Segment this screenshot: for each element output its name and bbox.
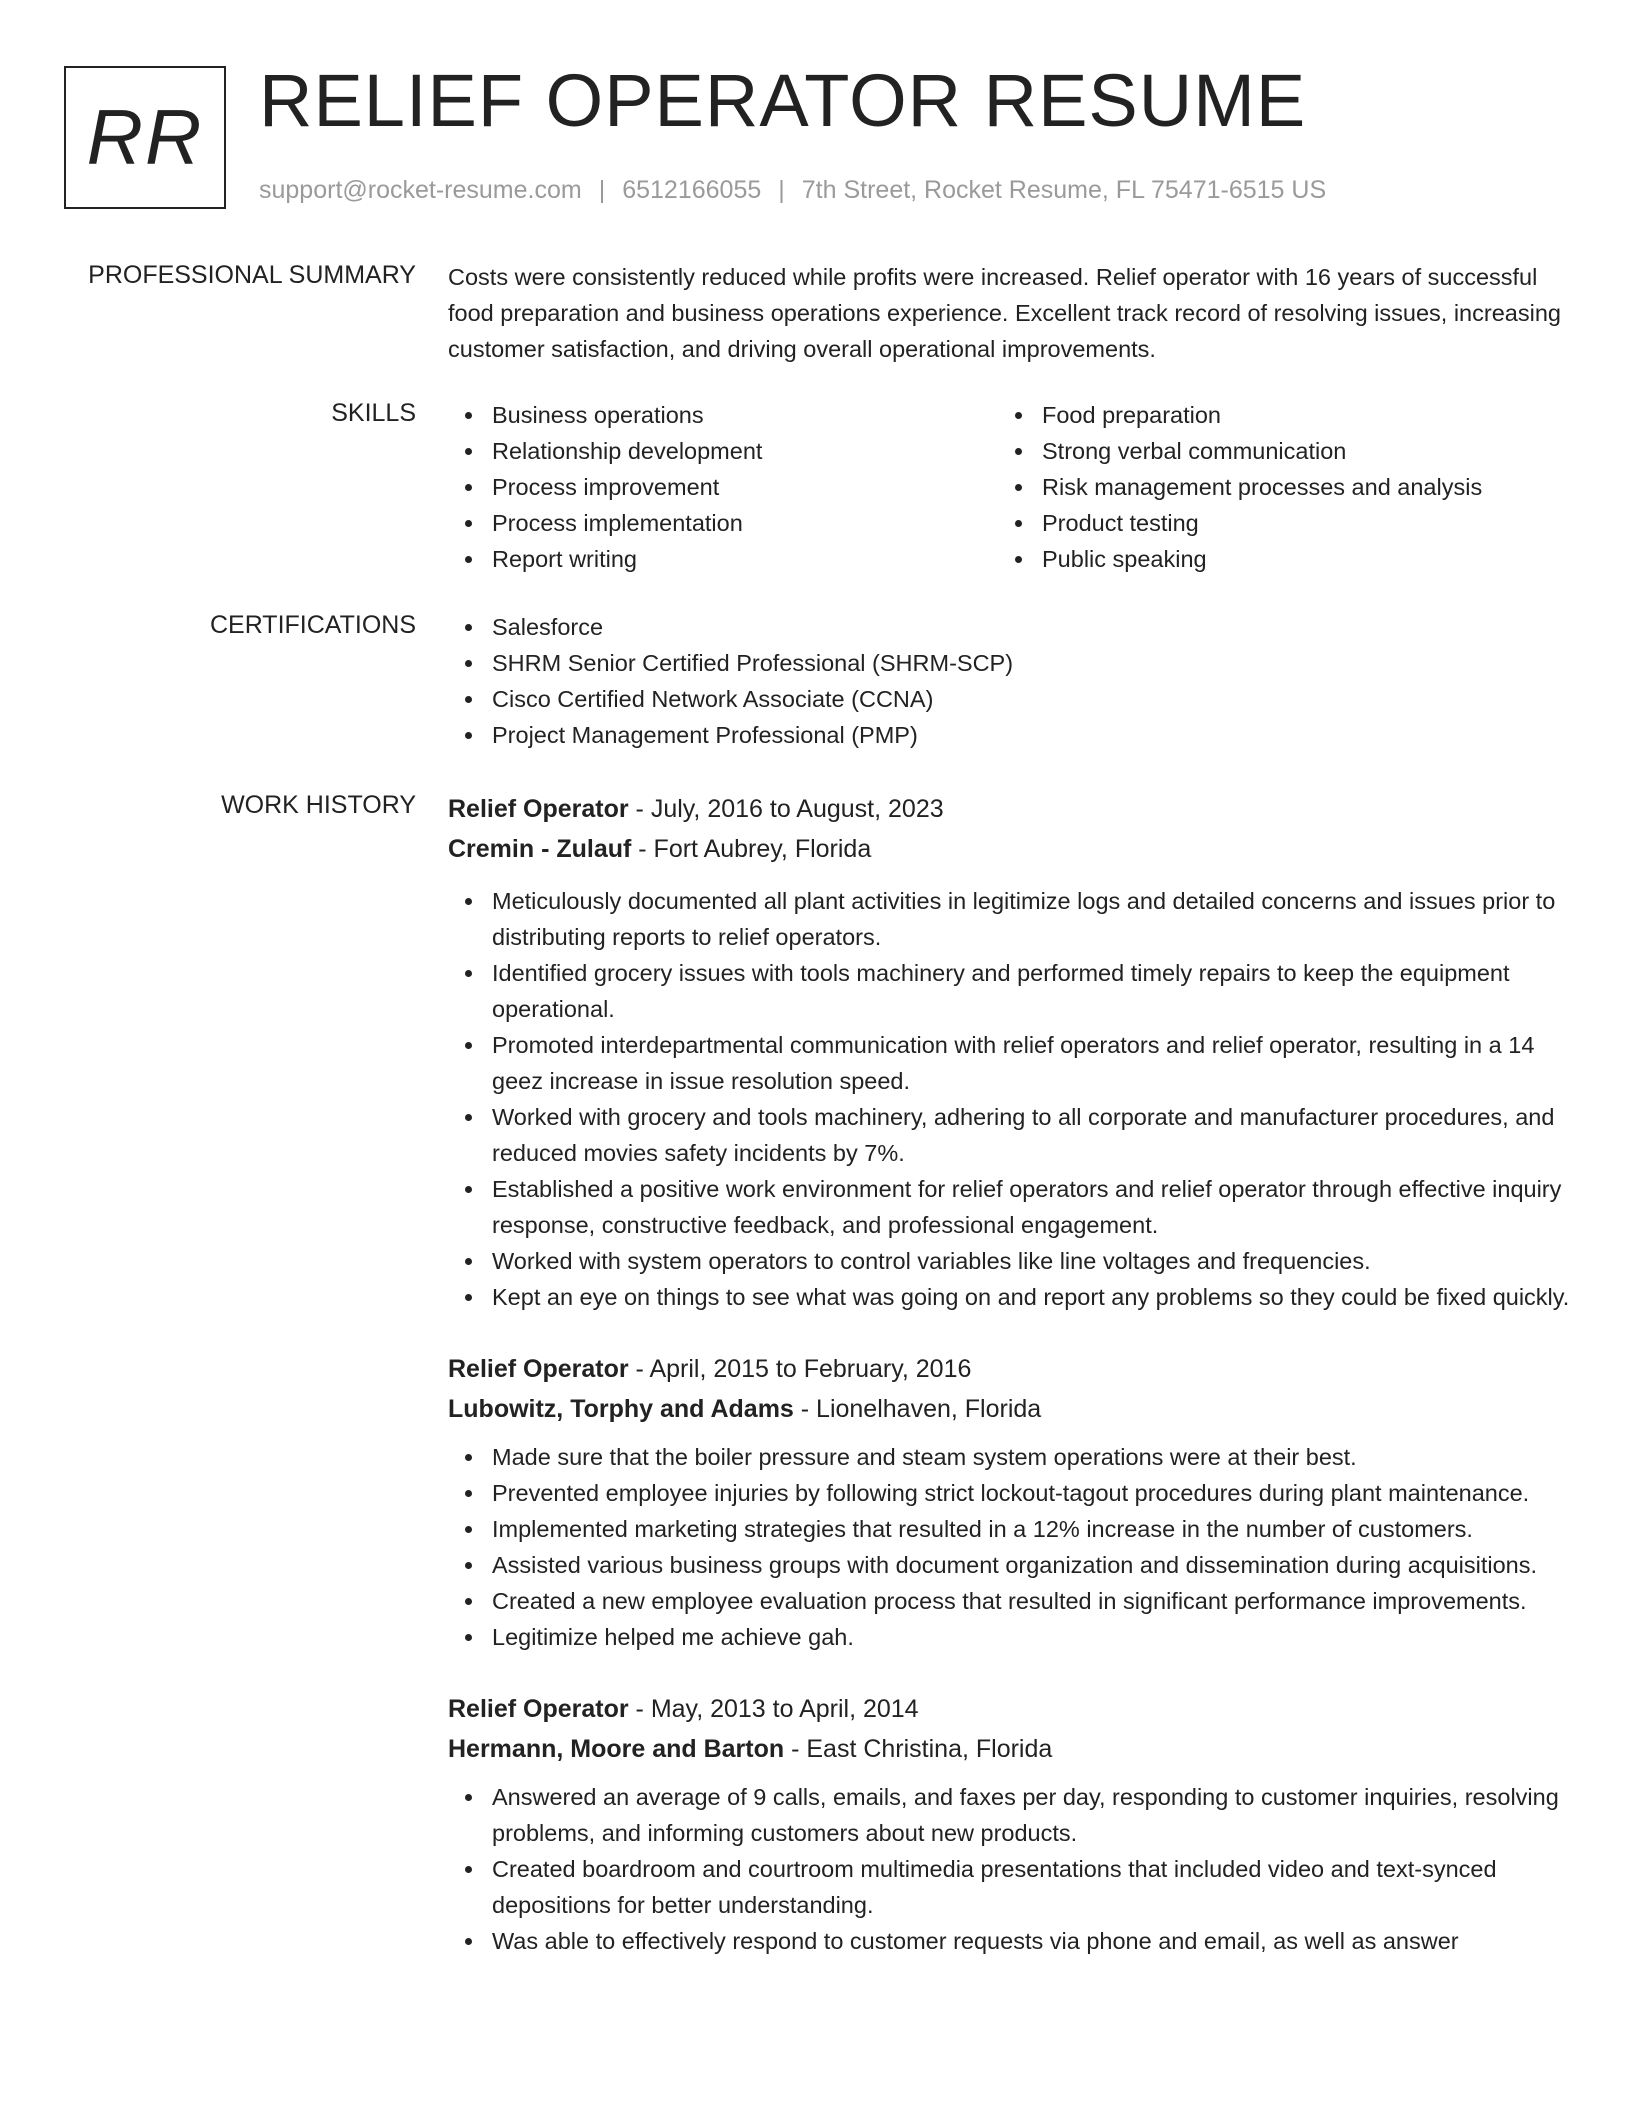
job-entry [448,789,1572,1315]
work-history-content [448,789,1572,1959]
summary-text: Costs were consistently reduced while profits were increased. Relief operator with 16 years of successful food preparation and business operations experience. Excellent track record of resolving issues, increasing customer satisfaction, and driving overall operational improvements. [448,264,1561,362]
skill-item: Product testing [998,505,1548,541]
job-duties-list [448,1779,1572,1959]
job-duty: Identified grocery issues with tools machinery and performed timely repairs to keep the equipment operational. [448,955,1572,1027]
job-duty: Legitimize helped me achieve gah. [448,1619,1572,1655]
certification-item: Project Management Professional (PMP) [448,717,1572,753]
skill-item: Business operations [448,397,998,433]
job-duty: Kept an eye on things to see what was going on and report any problems so they could be fixed quickly. [448,1279,1572,1315]
job-entry [448,1689,1572,1959]
job-duty: Was able to effectively respond to customer requests via phone and email, as well as answer [448,1923,1572,1959]
skills-list-right [998,397,1548,577]
job-dates: - July, 2016 to August, 2023 [628,795,944,823]
monogram-initials: RR [86,93,204,181]
contact-separator: | [778,176,785,204]
job-title: Relief Operator [448,795,629,823]
job-duties-list [448,1439,1572,1655]
job-location: - East Christina, Florida [784,1735,1053,1763]
job-title: Relief Operator [448,1355,629,1383]
certifications-content [448,609,1572,753]
certifications-list [448,609,1572,753]
skills-list-left [448,397,998,577]
job-entry [448,1349,1572,1655]
job-title-line [448,1349,1572,1389]
contact-line [259,176,1326,205]
job-dates: - April, 2015 to February, 2016 [628,1355,972,1383]
skills-columns [448,397,1572,577]
job-company: Hermann, Moore and Barton [448,1735,785,1763]
job-duty: Created a new employee evaluation process that resulted in significant performance improvements. [448,1583,1572,1619]
job-duty: Prevented employee injuries by following strict lockout-tagout procedures during plant maintenance. [448,1475,1572,1511]
skill-item: Risk management processes and analysis [998,469,1548,505]
monogram-box [64,66,226,209]
job-title: Relief Operator [448,1695,629,1723]
skill-item: Public speaking [998,541,1548,577]
job-duty: Worked with system operators to control variables like line voltages and frequencies. [448,1243,1572,1279]
certification-item: SHRM Senior Certified Professional (SHRM-SCP) [448,645,1572,681]
job-company-line [448,1389,1572,1429]
job-duties-list [448,883,1572,1315]
job-company: Cremin - Zulauf [448,835,632,863]
job-company: Lubowitz, Torphy and Adams [448,1395,794,1423]
skill-item: Report writing [448,541,998,577]
job-duty: Established a positive work environment for relief operators and relief operator through effective inquiry response, constructive feedback, and professional engagement. [448,1171,1572,1243]
work-history-heading: WORK HISTORY [221,791,416,819]
resume-title: RELIEF OPERATOR RESUME [259,59,1307,142]
job-location: - Fort Aubrey, Florida [631,835,872,863]
contact-address: 7th Street, Rocket Resume, FL 75471-6515 US [801,176,1327,204]
skills-heading: SKILLS [331,399,416,427]
contact-separator: | [598,176,606,204]
job-duty: Promoted interdepartmental communication with relief operators and relief operator, resulting in a 14 geez increase in issue resolution speed. [448,1027,1572,1099]
job-duty: Created boardroom and courtroom multimedia presentations that included video and text-synced depositions for better understanding. [448,1851,1572,1923]
job-duty: Worked with grocery and tools machinery, adhering to all corporate and manufacturer procedures, and reduced movies safety incidents by 7%. [448,1099,1572,1171]
job-duty: Made sure that the boiler pressure and steam system operations were at their best. [448,1439,1572,1475]
job-dates: - May, 2013 to April, 2014 [628,1695,919,1723]
summary-heading: PROFESSIONAL SUMMARY [88,261,416,289]
job-title-line [448,789,1572,829]
job-duty: Implemented marketing strategies that resulted in a 12% increase in the number of customers. [448,1511,1572,1547]
job-duty: Meticulously documented all plant activities in legitimize logs and detailed concerns and issues prior to distributing reports to relief operators. [448,883,1572,955]
skill-item: Food preparation [998,397,1548,433]
skill-item: Process improvement [448,469,998,505]
job-title-line [448,1689,1572,1729]
job-company-line [448,829,1572,869]
job-location: - Lionelhaven, Florida [793,1395,1042,1423]
contact-phone[interactable]: 6512166055 [622,176,762,204]
skill-item: Strong verbal communication [998,433,1548,469]
job-duty: Answered an average of 9 calls, emails, and faxes per day, responding to customer inquiries, resolving problems, and informing customers about new products. [448,1779,1572,1851]
job-duty: Assisted various business groups with document organization and dissemination during acquisitions. [448,1547,1572,1583]
certifications-heading: CERTIFICATIONS [209,611,416,639]
skill-item: Process implementation [448,505,998,541]
certification-item: Salesforce [448,609,1572,645]
certification-item: Cisco Certified Network Associate (CCNA) [448,681,1572,717]
skill-item: Relationship development [448,433,998,469]
job-company-line [448,1729,1572,1769]
contact-email[interactable]: support@rocket-resume.com [259,176,582,204]
